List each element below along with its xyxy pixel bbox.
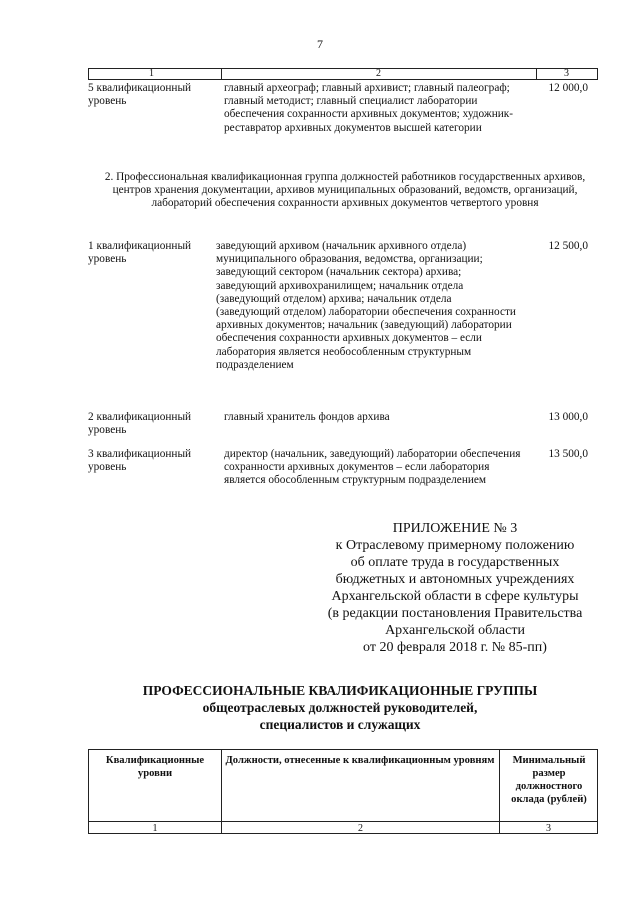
title-line-2: общеотраслевых должностей руководителей, [202, 700, 478, 715]
column-number-3: 3 [564, 68, 569, 79]
table-header-levels: Квалификационные уровни [105, 755, 205, 779]
section-2-row-2-level: 2 квалификационный уровень [88, 411, 192, 437]
top-row-salary: 12 000,0 [548, 82, 588, 94]
document-title [60, 682, 620, 733]
section-2-row-1-positions: заведующий архивом (начальник архивного отдела) муниципального образования, ведомства, организации; заведующий сектором (начальник сектора) архива; заведующий архивохранилищем; начальник отдела (заведующий отделом) архива; начальник отдела (заведующий отделом) лаборатории обеспечения сохранности архивных документов; начальник (заведующий) лаборатории обеспечения сохранности архивных документов – если лаборатория является необособленным структурным подразделением [216, 240, 516, 371]
section-2-heading: 2. Профессиональная квалификационная группа должностей работников государственных архивов, центров хранения документации, архивов муниципальных образований, ведомств, организаций, лабораторий обеспечения сохранности архивных документов четвертого уровня [104, 171, 586, 210]
section-2-row-1-level: 1 квалификационный уровень [88, 240, 192, 266]
strip-divider-2 [536, 69, 537, 79]
appendix-line-1: ПРИЛОЖЕНИЕ № 3 [392, 521, 518, 536]
appendix-line-3: об оплате труда в государственных [350, 555, 560, 570]
section-2-row-2-salary: 13 000,0 [548, 411, 588, 423]
section-2-row-1-salary: 12 500,0 [548, 240, 588, 252]
appendix-line-4: бюджетных и автономных учреждениях [335, 572, 575, 587]
appendix-line-7: Архангельской области [385, 623, 525, 638]
page-number: 7 [317, 37, 323, 51]
column-number-strip [88, 68, 598, 80]
section-2-row-3-level: 3 квалификационный уровень [88, 448, 192, 474]
column-number-2: 2 [376, 68, 381, 79]
top-row-level: 5 квалификационный уровень [88, 82, 192, 108]
strip-divider-1 [221, 69, 222, 79]
title-line-1: ПРОФЕССИОНАЛЬНЫЕ КВАЛИФИКАЦИОННЫЕ ГРУППЫ [142, 683, 538, 698]
table-column-number-2: 2 [358, 823, 363, 834]
section-2-row-3-salary: 13 500,0 [548, 448, 588, 460]
appendix-block [300, 520, 610, 656]
table-column-number-1: 1 [152, 823, 158, 834]
section-2-row-3-positions: директор (начальник, заведующий) лаборатории обеспечения сохранности архивных документов – если лаборатория является обособленным структурным подразделением [224, 448, 521, 487]
table-header-rule [89, 821, 597, 822]
positions-table [88, 749, 598, 834]
appendix-line-2: к Отраслевому примерному положению [335, 538, 575, 553]
appendix-line-5: Архангельской области в сфере культуры [331, 589, 579, 604]
table-header-salary: Минимальный размер должностного оклада (рублей) [511, 755, 587, 805]
top-row-positions: главный археограф; главный архивист; главный палеограф; главный методист; главный специалист лаборатории обеспечения сохранности архивных документов; художник-реставратор архивных документов высшей категории [224, 82, 514, 134]
title-line-3: специалистов и служащих [259, 717, 421, 732]
section-2-row-2-positions: главный хранитель фондов архива [224, 411, 390, 423]
column-number-1: 1 [149, 68, 154, 79]
table-header-positions: Должности, отнесенные к квалификационным уровням [225, 755, 495, 766]
appendix-line-8: от 20 февраля 2018 г. № 85-пп) [363, 640, 547, 655]
appendix-line-6: (в редакции постановления Правительства [327, 606, 583, 621]
table-column-number-3: 3 [546, 823, 551, 834]
